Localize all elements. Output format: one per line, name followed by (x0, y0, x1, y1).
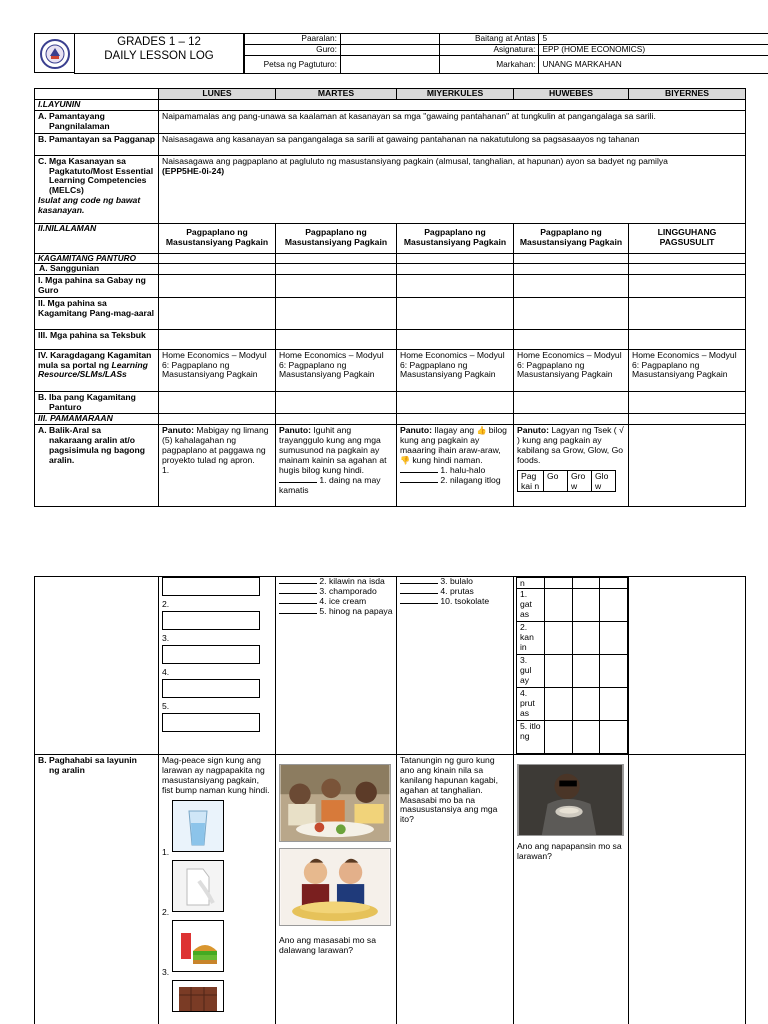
answer-box-1[interactable] (162, 577, 260, 596)
page-title (74, 33, 244, 74)
balik-aral-miyerkules-cont (397, 577, 514, 755)
martes-item-3: 3. champorado (319, 585, 377, 596)
lesson-log-table-page1 (34, 88, 746, 507)
lesson-log-header (34, 33, 737, 74)
balik-aral-lunes-cont (159, 577, 276, 755)
module-miyerkules: Home Economics – Modyul 6: Pagpaplano ng Masustansiyang Pagkain (397, 349, 514, 391)
baitang-value: 5 (539, 34, 768, 45)
module-martes: Home Economics – Modyul 6: Pagpaplano ng Masustansiyang Pagkain (276, 349, 397, 391)
huwebes-panuto-text: Lagyan ng Tsek ( √ ) kung ang pagkain ay kabilang sa Grow, Glow, Go foods. (517, 425, 624, 465)
header-meta-table (244, 33, 768, 74)
lunes-item-1: 1. (162, 464, 170, 475)
mga-kasanayan-text (159, 155, 746, 223)
chocolate-image (172, 980, 224, 1012)
martes-paghahabi-question: Ano ang masasabi mo sa dalawang larawan? (279, 935, 376, 955)
thumbs-down-icon: 👎 (400, 455, 410, 465)
answer-blank[interactable] (400, 583, 438, 584)
milk-image (172, 860, 224, 912)
baitang-label: Baitang at Antas (439, 34, 539, 45)
balik-aral-lunes (159, 425, 276, 507)
deped-seal-icon (35, 34, 75, 74)
lunes-item-5: 5. (162, 700, 170, 711)
lunes-item-2: 2. (162, 599, 170, 609)
miyerkules-item-4: 4. prutas (440, 585, 474, 596)
balik-aral-martes-cont (276, 577, 397, 755)
day-martes: MARTES (276, 89, 397, 100)
paghahabi-martes (276, 755, 397, 1024)
answer-box-2[interactable] (162, 611, 260, 630)
title-grades: GRADES 1 – 12 (117, 36, 201, 48)
day-lunes: LUNES (159, 89, 276, 100)
martes-item-4: 4. ice cream (319, 595, 367, 606)
markahan-label: Markahan: (439, 56, 539, 74)
deped-logo (34, 33, 74, 73)
lunes-item-3: 3. (162, 632, 170, 643)
asignatura-value: EPP (HOME ECONOMICS) (539, 45, 768, 56)
grow-glow-go-table (517, 470, 616, 492)
petsa-value (340, 56, 439, 74)
balik-aral-martes (276, 425, 397, 507)
pamantayan-pagganap-label: B. Pamantayan sa Pagganap (35, 133, 159, 155)
module-huwebes: Home Economics – Modyul 6: Pagpaplano ng Masustansiyang Pagkain (514, 349, 629, 391)
topic-miyerkules: Pagpaplano ng Masustansiyang Pagkain (397, 223, 514, 253)
teksbuk-label: III. Mga pahina sa Teksbuk (35, 329, 159, 349)
paghahabi-label: B. Paghahabi sa layunin ng aralin (35, 755, 159, 1024)
miyerkules-text-3: kung hindi naman. (412, 454, 483, 465)
martes-item-2: 2. kilawin na isda (319, 576, 385, 586)
pamantayang-pangnilalaman-text: Naipamamalas ang pang-unawa sa kaalaman at kasanayan sa mga "gawaing pantahanan" at tungkulin at pangangalaga sa sarili. (159, 110, 746, 133)
answer-blank[interactable] (400, 472, 438, 473)
lr-portal-text: Learning Resource/SLMs/LASs (38, 359, 148, 380)
balik-aral-huwebes (514, 425, 629, 507)
answer-box-4[interactable] (162, 679, 260, 698)
answer-blank[interactable] (279, 593, 317, 594)
mga-kasanayan-label (35, 155, 159, 223)
martes-item-5: 5. hinog na papaya (319, 605, 393, 616)
paaralan-value (340, 34, 439, 45)
paghahabi-lunes (159, 755, 276, 1024)
answer-blank[interactable] (279, 613, 317, 614)
col-grow: Gro w (568, 470, 592, 491)
lunes-b-item-3: 3. (162, 966, 170, 977)
pamantayan-pagganap-text: Naisasagawa ang kasanayan sa pangangalaga sa sarili at gawaing pantahanan na nakatutulong sa pagsasaayos ng tahanan (159, 133, 746, 155)
guro-label: Guro: (245, 45, 341, 56)
answer-box-3[interactable] (162, 645, 260, 664)
answer-blank[interactable] (279, 482, 317, 483)
miyerkules-item-2: 2. nilagang itlog (440, 474, 501, 485)
row-prutas: 4. prut as (517, 688, 545, 721)
day-biyernes: BIYERNES (629, 89, 746, 100)
asignatura-label: Asignatura: (439, 45, 539, 56)
paaralan-label: Paaralan: (245, 34, 341, 45)
answer-blank[interactable] (400, 603, 438, 604)
kasanayan-note: Isulat ang code ng bawat kasanayan. (38, 195, 141, 215)
boys-eating-chips-image (279, 848, 391, 926)
lunes-panuto-text: Mabigay ng limang (5) kahalagahan ng pagpaplano at paggawa ng proyekto tulad ng apron. (162, 425, 269, 465)
answer-blank[interactable] (279, 603, 317, 604)
lunes-paghahabi-text: Mag-peace sign kung ang larawan ay nagpapakita ng masustansiyang pagkain, fist bump naman kung hindi. (162, 755, 270, 795)
grow-glow-go-table-cont: n 1. gat as 2. kan in 3. gul ay 4. prut as 5. itlo ng (516, 577, 628, 754)
guro-value (340, 45, 439, 56)
miyerkules-item-10: 10. tsokolate (440, 595, 490, 606)
topic-biyernes: LINGGUHANG PAGSUSULIT (629, 223, 746, 253)
iba-pang-kagamitan-label: B. Iba pang Kagamitang Panturo (35, 391, 159, 414)
kasanayan-title: C. Mga Kasanayan sa Pagkatuto/Most Essential Learning Competencies (MELCs) (38, 155, 154, 196)
col-go: Go (544, 470, 568, 491)
karagdagang-kagamitan-label (35, 349, 159, 391)
child-eating-image (517, 764, 624, 836)
topic-martes: Pagpaplano ng Masustansiyang Pagkain (276, 223, 397, 253)
answer-blank[interactable] (400, 593, 438, 594)
kasanayan-code: (EPP5HE-0i-24) (162, 165, 225, 176)
pamantayang-pangnilalaman-label: A. Pamantayang Pangnilalaman (35, 110, 159, 133)
paghahabi-miyerkules: Tatanungin ng guro kung ano ang kinain nila sa kanilang hapunan kagabi, agahan at tanghalian. Masasabi mo ba na masusustansiya ang mga ito? (397, 755, 514, 1024)
miyerkules-text-1: Ilagay ang (434, 425, 475, 436)
col-pagkain: Pag kai n (518, 470, 544, 491)
title-daily-lesson-log: DAILY LESSON LOG (104, 50, 214, 62)
row-gulay: 3. gul ay (517, 655, 545, 688)
lunes-b-item-2: 2. (162, 906, 170, 917)
topic-lunes: Pagpaplano ng Masustansiyang Pagkain (159, 223, 276, 253)
miyerkules-item-3: 3. bulalo (440, 576, 473, 586)
row-gatas: 1. gat as (517, 589, 545, 622)
col-glow: Glo w (592, 470, 616, 491)
lunes-item-4: 4. (162, 666, 170, 677)
day-header-row (35, 89, 746, 100)
answer-box-5[interactable] (162, 713, 260, 732)
section-nilalaman: II.NILALAMAN (35, 223, 159, 253)
karagdagang-kagamitan-text: IV. Karagdagang Kagamitan mula sa portal ng (38, 349, 152, 370)
lesson-log-table-page2 (34, 576, 746, 1024)
petsa-label: Petsa ng Pagtuturo: (245, 56, 341, 74)
balik-aral-huwebes-cont (514, 577, 629, 755)
row-kanin: 2. kan in (517, 622, 545, 655)
row-itlog: 5. itlo ng (517, 721, 545, 754)
topic-huwebes: Pagpaplano ng Masustansiyang Pagkain (514, 223, 629, 253)
markahan-value: UNANG MARKAHAN (539, 56, 768, 74)
day-miyerkules: MIYERKULES (397, 89, 514, 100)
lunes-b-item-1: 1. (162, 846, 170, 857)
huwebes-paghahabi-question: Ano ang napapansin mo sa larawan? (517, 841, 622, 861)
panuto-label: Panuto: (279, 425, 311, 436)
panuto-label: Panuto: (162, 425, 194, 436)
module-lunes: Home Economics – Modyul 6: Pagpaplano ng Masustansiyang Pagkain (159, 349, 276, 391)
martes-panuto-text: Iguhit ang trayanggulo kung ang mga sumusunod na pagkain ay mainam kainin sa agahan at hugis bilog kung hindi. (279, 425, 387, 475)
kagamitang-mag-aaral-label: II. Mga pahina sa Kagamitang Pang-mag-aaral (35, 297, 159, 329)
balik-aral-miyerkules (397, 425, 514, 507)
panuto-label: Panuto: (517, 425, 549, 436)
miyerkules-item-1: 1. halu-halo (440, 464, 486, 475)
martes-item-1: 1. daing na may kamatis (279, 474, 381, 495)
section-layunin: I.LAYUNIN (35, 100, 159, 111)
section-kagamitan: KAGAMITANG PANTURO (35, 253, 159, 263)
answer-blank[interactable] (279, 583, 317, 584)
water-glass-image (172, 800, 224, 852)
kasanayan-text: Naisasagawa ang pagpaplano at pagluluto ng masustansiyang pagkain (almusal, tanghalian, at hapunan) ayon sa badyet ng pamilya (162, 155, 668, 166)
junk-food-image (172, 920, 224, 972)
children-eating-image (279, 764, 391, 842)
paghahabi-huwebes (514, 755, 629, 1024)
sanggunian-label: A. Sanggunian (35, 264, 159, 275)
balik-aral-label: A. Balik-Aral sa nakaraang aralin at/o pagsisimula ng bagong aralin. (35, 425, 159, 507)
day-header-blank (35, 89, 159, 100)
panuto-label: Panuto: (400, 425, 432, 436)
section-pamamaraan: III. PAMAMARAAN (35, 414, 159, 425)
miyerkules-text-2: bilog kung ang pagkain ay maaaring ihain araw-araw, (400, 425, 507, 456)
module-biyernes: Home Economics – Modyul 6: Pagpaplano ng Masustansiyang Pagkain (629, 349, 746, 391)
day-huwebes: HUWEBES (514, 89, 629, 100)
answer-blank[interactable] (400, 482, 438, 483)
thumbs-up-icon: 👍 (476, 426, 487, 436)
gabay-guro-label: I. Mga pahina sa Gabay ng Guro (35, 274, 159, 297)
